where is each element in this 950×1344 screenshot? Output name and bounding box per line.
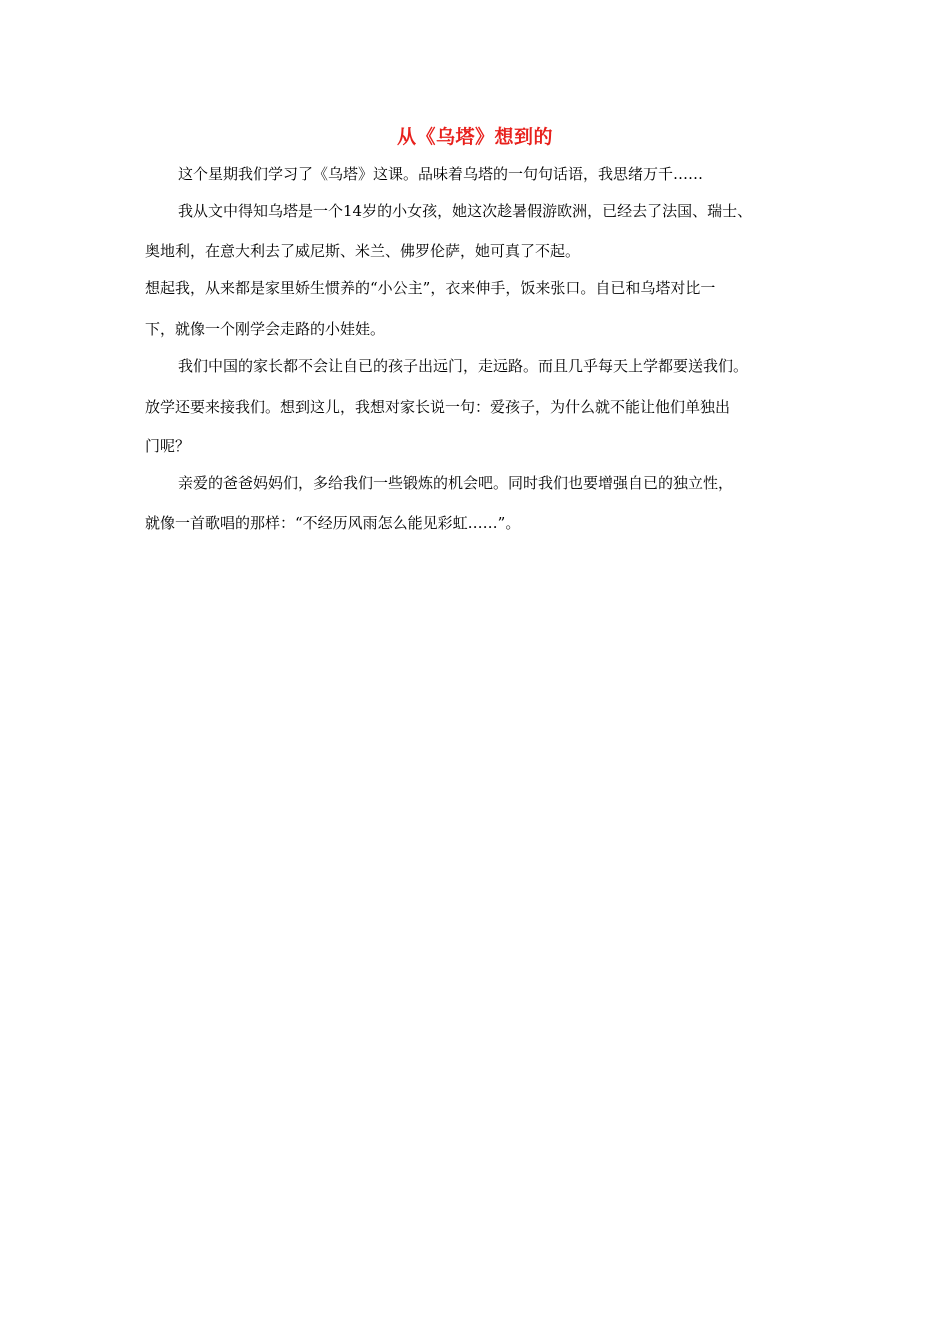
- paragraph-line: 放学还要来接我们。想到这儿，我想对家长说一句：爱孩子，为什么就不能让他们单独出: [145, 398, 731, 416]
- paragraph-line: 我从文中得知乌塔是一个14岁的小女孩，她这次趁暑假游欧洲，已经去了法国、瑞士、: [178, 202, 753, 220]
- paragraph-line: 亲爱的爸爸妈妈们，多给我们一些锻炼的机会吧。同时我们也要增强自已的独立性，: [178, 474, 734, 492]
- document-title: 从《乌塔》想到的: [396, 126, 553, 148]
- paragraph-line: 下，就像一个刚学会走路的小娃娃。: [145, 320, 386, 338]
- paragraph-line: 想起我，从来都是家里娇生惯养的“小公主”，衣来伸手，饭来张口。自已和乌塔对比一: [145, 279, 716, 297]
- paragraph-line: 奥地利，在意大利去了威尼斯、米兰、佛罗伦萨，她可真了不起。: [145, 242, 581, 260]
- paragraph-line: 就像一首歌唱的那样：“不经历风雨怎么能见彩虹……”。: [145, 514, 521, 532]
- paragraph-line: 门呢？: [145, 437, 191, 455]
- paragraph-line: 我们中国的家长都不会让自已的孩子出远门，走远路。而且几乎每天上学都要送我们。: [178, 357, 749, 375]
- paragraph-line: 这个星期我们学习了《乌塔》这课。品味着乌塔的一句句话语，我思绪万千……: [178, 165, 704, 183]
